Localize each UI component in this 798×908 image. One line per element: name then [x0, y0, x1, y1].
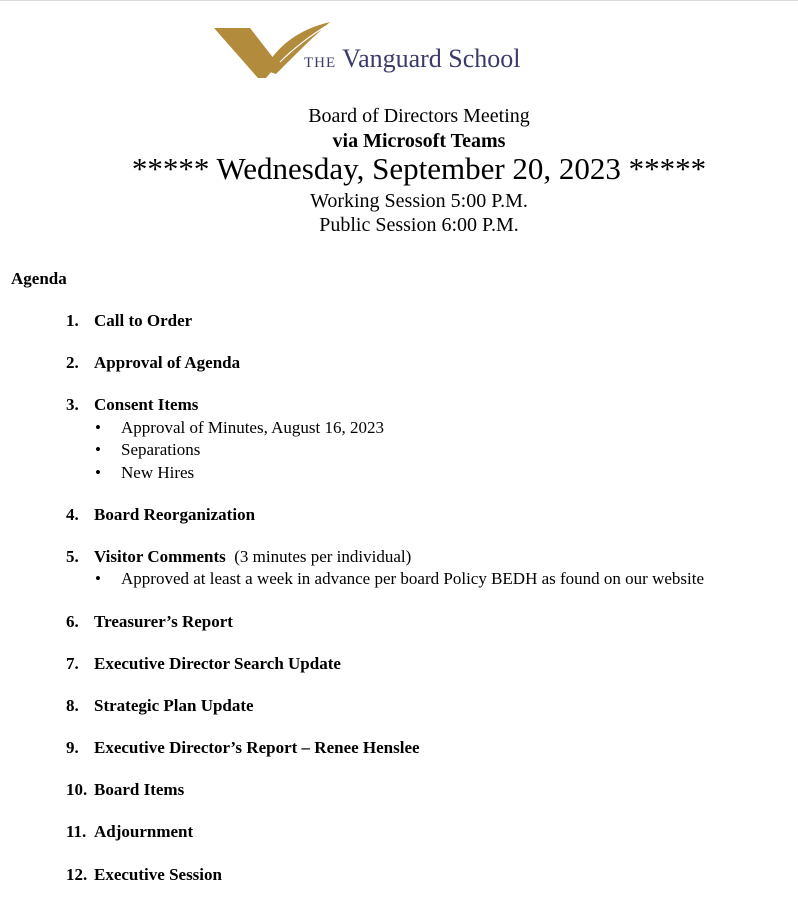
bullet-icon: •: [95, 418, 101, 437]
bullet-text: Approval of Minutes, August 16, 2023: [121, 418, 385, 437]
list-item: [95, 418, 384, 438]
meeting-title: Board of Directors Meeting: [308, 105, 530, 127]
bullet-text: Approved at least a week in advance per board Policy BEDH as found on our website: [121, 569, 705, 588]
agenda-item: [66, 696, 254, 716]
meeting-date: ***** Wednesday, September 20, 2023 *****: [131, 151, 707, 186]
list-item: [95, 440, 200, 460]
item-label: Adjournment: [94, 822, 194, 841]
agenda-item: [66, 353, 240, 373]
agenda-item: [66, 822, 193, 842]
bullet-icon: •: [95, 440, 101, 459]
item-label: Call to Order: [94, 311, 193, 330]
item-label: Executive Director Search Update: [94, 654, 341, 673]
item-number: 11.: [66, 822, 87, 841]
agenda-item: [66, 505, 255, 525]
list-item: [95, 569, 704, 589]
item-number: 7.: [66, 654, 79, 673]
working-session-time: Working Session 5:00 P.M.: [310, 190, 528, 212]
item-number: 10.: [66, 780, 88, 799]
logo-the: THE: [304, 55, 337, 71]
item-number: 4.: [66, 505, 79, 524]
agenda-item: [66, 738, 420, 758]
agenda-item: [66, 612, 233, 632]
item-label: Board Items: [94, 780, 185, 799]
item-label: Treasurer’s Report: [94, 612, 233, 631]
bullet-icon: •: [95, 463, 101, 482]
public-session-time: Public Session 6:00 P.M.: [319, 214, 519, 236]
item-number: 12.: [66, 865, 88, 884]
school-logo: [214, 18, 544, 82]
item-label: Approval of Agenda: [94, 353, 241, 372]
item-number: 3.: [66, 395, 79, 414]
agenda-item: [66, 311, 192, 331]
bullet-icon: •: [95, 569, 101, 588]
bullet-text: Separations: [121, 440, 201, 459]
agenda-item: [66, 780, 184, 800]
logo-wordmark: [304, 44, 521, 74]
item-number: 6.: [66, 612, 79, 631]
logo-school-name: Vanguard School: [342, 44, 521, 73]
agenda-item: [66, 395, 198, 415]
agenda-item: [66, 865, 222, 885]
item-label: Executive Director’s Report – Renee Henslee: [94, 738, 420, 757]
item-label: Strategic Plan Update: [94, 696, 254, 715]
item-label: Consent Items: [94, 395, 199, 414]
item-number: 9.: [66, 738, 79, 757]
item-label: Executive Session: [94, 865, 222, 884]
agenda-item: [66, 547, 411, 567]
list-item: [95, 463, 194, 483]
item-label: Board Reorganization: [94, 505, 256, 524]
item-number: 8.: [66, 696, 79, 715]
item-number: 2.: [66, 353, 79, 372]
item-number: 1.: [66, 311, 79, 330]
item-number: 5.: [66, 547, 79, 566]
agenda-heading: Agenda: [11, 269, 67, 288]
meeting-platform: via Microsoft Teams: [332, 130, 506, 152]
item-label: Visitor Comments: [94, 547, 226, 566]
item-note: (3 minutes per individual): [234, 547, 412, 566]
bullet-text: New Hires: [121, 463, 195, 482]
agenda-item: [66, 654, 341, 674]
top-border: [0, 0, 798, 1]
